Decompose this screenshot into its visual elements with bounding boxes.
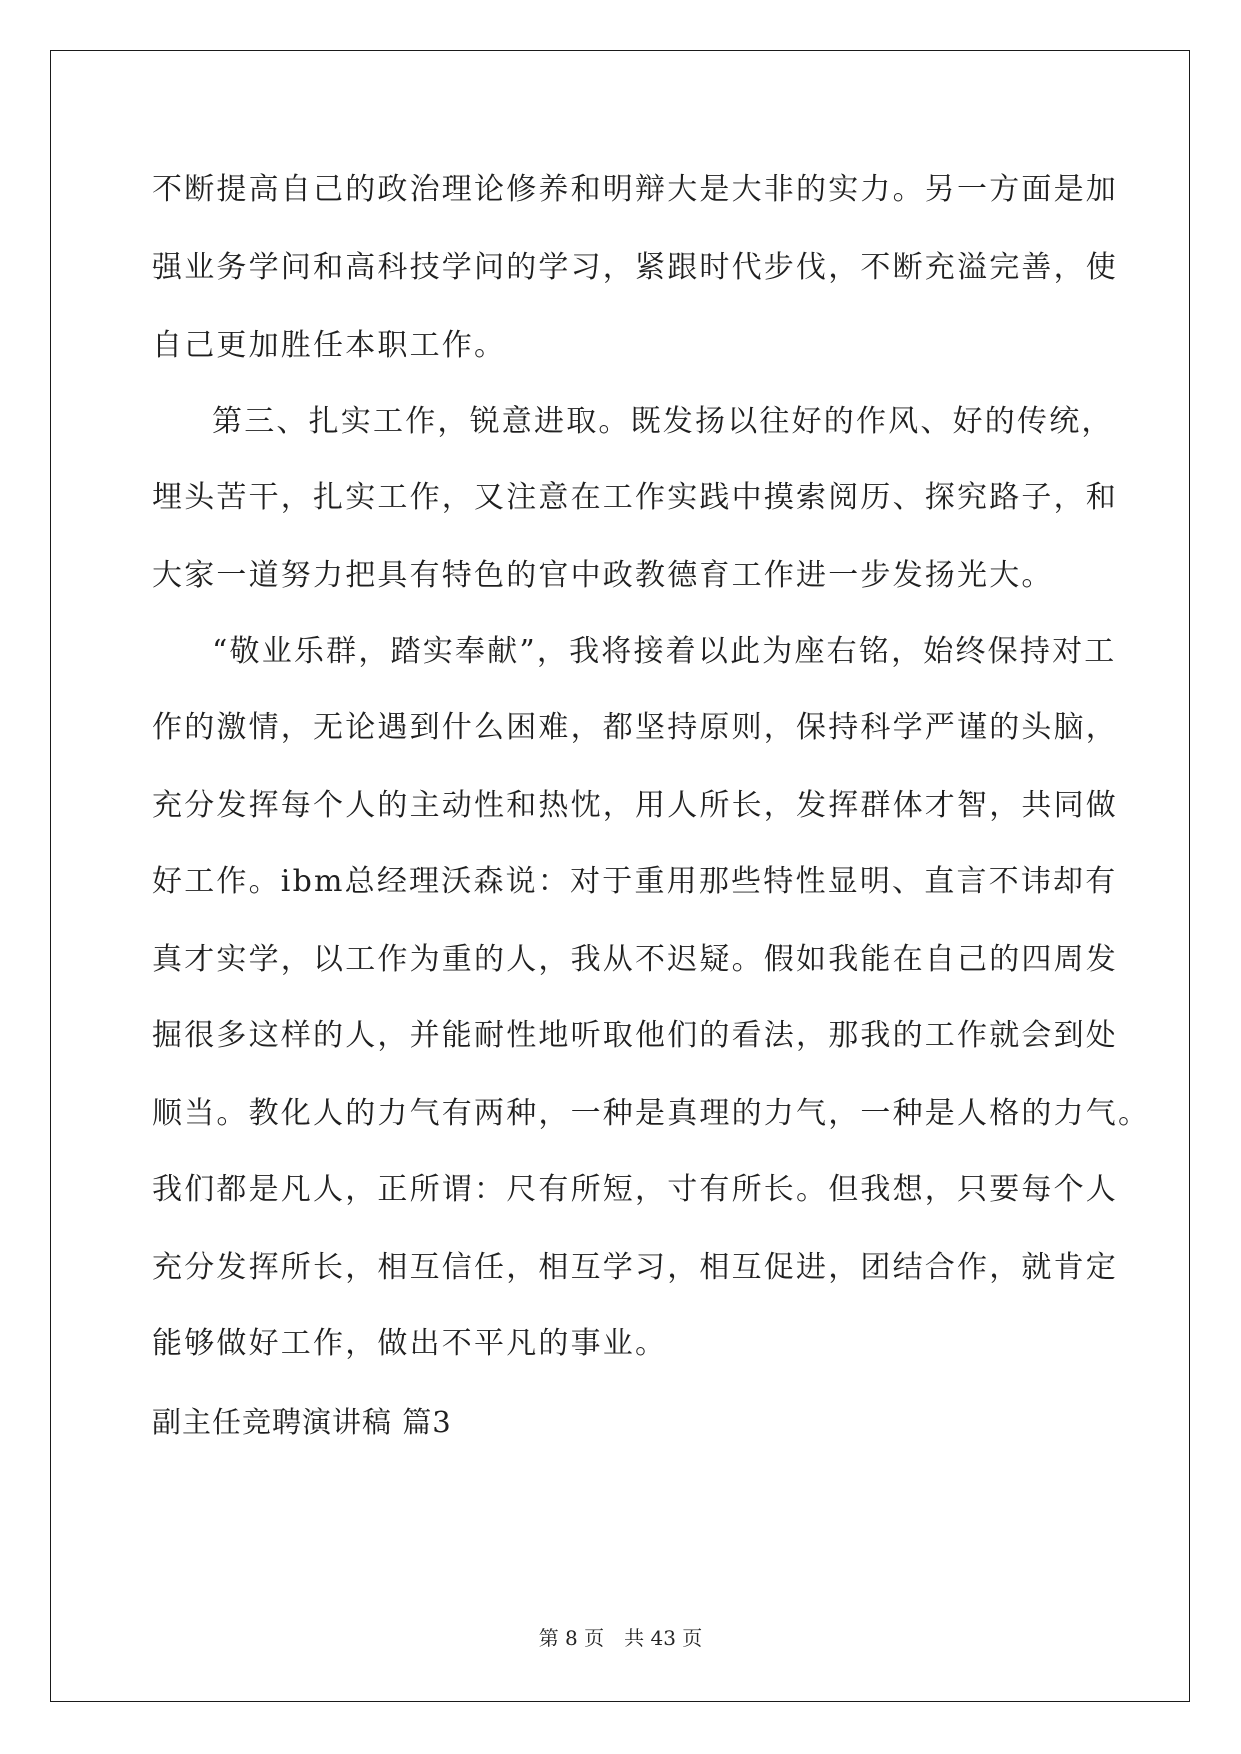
page-footer: 第 8 页 共 43 页 xyxy=(538,1626,703,1650)
text-line: 强业务学问和高科技学问的学习，紧跟时代步伐，不断充溢完善，使 xyxy=(152,250,1118,285)
text-line: 自己更加胜任本职工作。 xyxy=(152,328,507,363)
text-line: 作的激情，无论遇到什么困难，都坚持原则，保持科学严谨的头脑， xyxy=(152,710,1118,745)
text-line: 我们都是凡人，正所谓：尺有所短，寸有所长。但我想，只要每个人 xyxy=(152,1172,1118,1207)
text-line: 真才实学，以工作为重的人，我从不迟疑。假如我能在自己的四周发 xyxy=(152,942,1118,977)
text-line: 第三、扎实工作，锐意进取。既发扬以往好的作风、好的传统， xyxy=(212,404,1114,439)
text-line: 充分发挥所长，相互信任，相互学习，相互促进，团结合作，就肯定 xyxy=(152,1250,1118,1285)
text-line: 掘很多这样的人，并能耐性地听取他们的看法，那我的工作就会到处 xyxy=(152,1018,1118,1053)
text-line: 顺当。教化人的力气有两种，一种是真理的力气，一种是人格的力气。 xyxy=(152,1096,1151,1131)
text-line: 充分发挥每个人的主动性和热忱，用人所长，发挥群体才智，共同做 xyxy=(152,788,1118,823)
text-line: 不断提高自己的政治理论修养和明辩大是大非的实力。另一方面是加 xyxy=(152,172,1118,207)
text-line: 好工作。ibm总经理沃森说：对于重用那些特性显明、直言不讳却有 xyxy=(152,864,1118,899)
text-line: 埋头苦干，扎实工作，又注意在工作实践中摸索阅历、探究路子，和 xyxy=(152,480,1118,515)
text-line: 能够做好工作，做出不平凡的事业。 xyxy=(152,1326,668,1361)
section-heading: 副主任竞聘演讲稿 篇3 xyxy=(152,1405,452,1439)
text-line: “敬业乐群，踏实奉献”，我将接着以此为座右铭，始终保持对工 xyxy=(212,634,1117,669)
text-line: 大家一道努力把具有特色的官中政教德育工作进一步发扬光大。 xyxy=(152,558,1054,593)
